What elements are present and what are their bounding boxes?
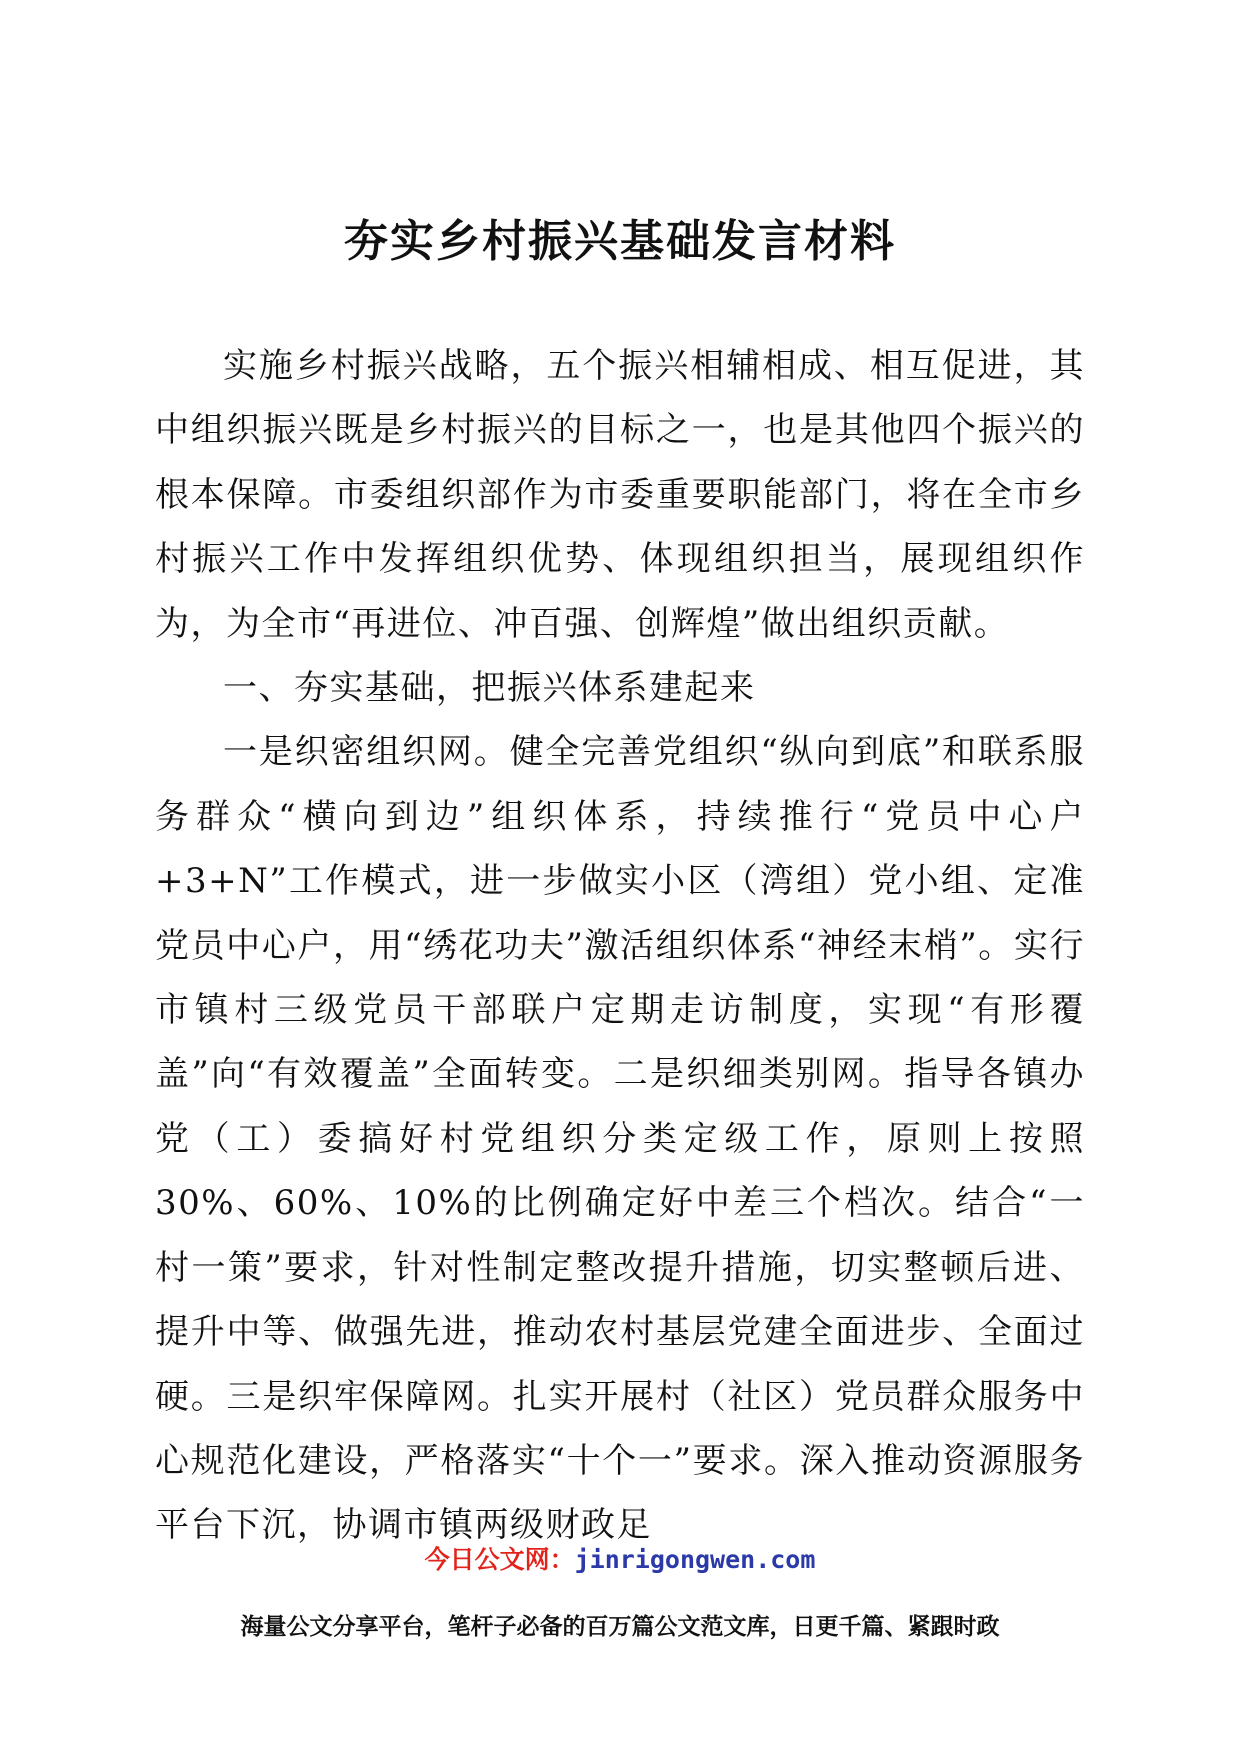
document-title: 夯实乡村振兴基础发言材料 bbox=[344, 216, 896, 267]
footer-site-label: 今日公文网： bbox=[424, 1545, 575, 1574]
section-heading-1: 一、夯实基础，把振兴体系建起来 bbox=[223, 668, 756, 709]
paragraph-section-1: 一是织密组织网。健全完善党组织“纵向到底”和联系服务群众“横向到边”组织体系，持续推行“党员中心户+3+N”工作模式，进一步做实小区（湾组）党小组、定准党员中心户，用“绣花功夫”激活组织体系“神经末梢”。实行市镇村三级党员干部联户定期走访制度，实现“有形覆盖”向“有效覆盖”全面转变。二是织细类别网。指导各镇办党（工）委搞好村党组织分类定级工作，原则上按照30%、60%、10%的比例确定好中差三个档次。结合“一村一策”要求，针对性制定整改提升措施，切实整顿后进、提升中等、做强先进，推动农村基层党建全面进步、全面过硬。三是织牢保障网。扎实开展村（社区）党员群众服务中心规范化建设，严格落实“十个一”要求。深入推动资源服务平台下沉，协调市镇两级财政足 bbox=[155, 732, 1085, 1546]
footer-site-line bbox=[0, 1540, 1240, 1580]
footer-tagline: 海量公文分享平台，笔杆子必备的百万篇公文范文库，日更千篇、紧跟时政 bbox=[240, 1614, 1000, 1640]
footer-site-url[interactable]: jinrigongwen.com bbox=[574, 1545, 816, 1574]
paragraph-intro: 实施乡村振兴战略，五个振兴相辅相成、相互促进，其中组织振兴既是乡村振兴的目标之一，也是其他四个振兴的根本保障。市委组织部作为市委重要职能部门，将在全市乡村振兴工作中发挥组织优势、体现组织担当，展现组织作为，为全市“再进位、冲百强、创辉煌”做出组织贡献。 bbox=[155, 346, 1085, 644]
document-body bbox=[155, 334, 1085, 1558]
